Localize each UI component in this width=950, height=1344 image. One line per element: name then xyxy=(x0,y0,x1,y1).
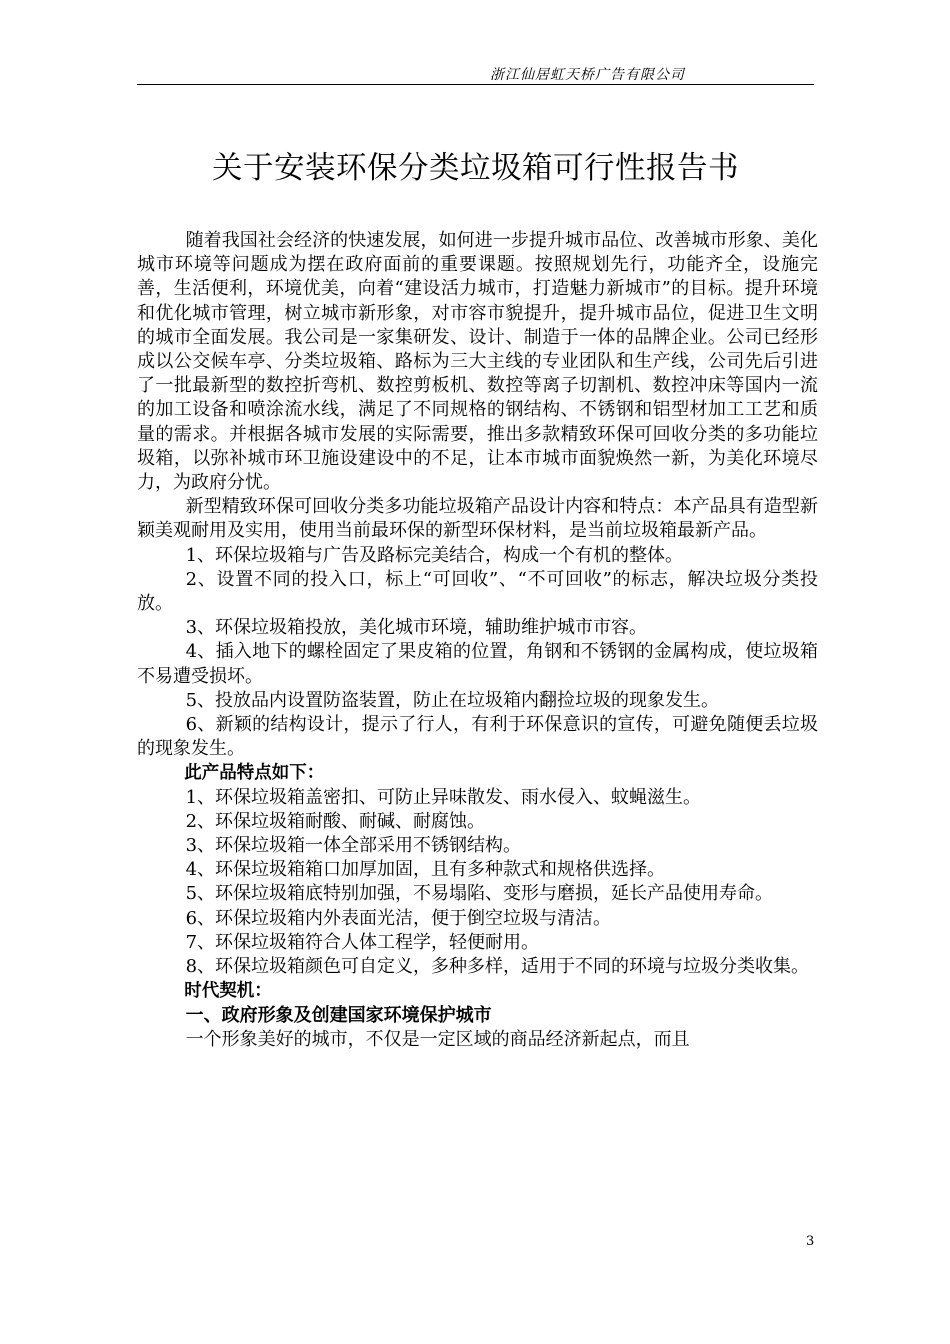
intro-paragraph: 随着我国社会经济的快速发展，如何进一步提升城市品位、改善城市形象、美化城市环境等问题成为摆在政府面前的重要课题。按照规划先行，功能齐全，设施完善，生活便利，环境优美，向着“建设活力城市，打造魅力新城市”的目标。提升环境和优化城市管理，树立城市新形象，对市容市貌提升，提升城市品位，促进卫生文明的城市全面发展。我公司是一家集研发、设计、制造于一体的品牌企业。公司已经形成以公交候车亭、分类垃圾箱、路标为三大主线的专业团队和生产线，公司先后引进了一批最新型的数控折弯机、数控剪板机、数控等离子切割机、数控冲床等国内一流的加工设备和喷涂流水线，满足了不同规格的钢结构、不锈钢和铝型材加工工艺和质量的需求。并根据各城市发展的实际需要，推出多款精致环保可回收分类的多功能垃圾箱，以弥补城市环卫施设建设中的不足，让本市城市面貌焕然一新，为美化环境尽力，为政府分忧。 xyxy=(137,230,818,494)
feature-item: 3、环保垃圾箱一体全部采用不锈钢结构。 xyxy=(185,835,522,857)
feature-item: 7、环保垃圾箱符合人体工程学，轻便耐用。 xyxy=(185,931,540,953)
feature-item: 8、环保垃圾箱颜色可自定义，多种多样，适用于不同的环境与垃圾分类收集。 xyxy=(185,956,810,978)
closing-paragraph: 一个形象美好的城市，不仅是一定区域的商品经济新起点，而且 xyxy=(185,1028,690,1050)
document-title: 关于安装环保分类垃圾箱可行性报告书 xyxy=(212,151,739,186)
design-item: 3、环保垃圾箱投放，美化城市环境，辅助维护城市市容。 xyxy=(185,617,648,639)
feature-item: 6、环保垃圾箱内外表面光洁，便于倒空垃圾与清洁。 xyxy=(185,907,612,929)
design-item: 4、插入地下的螺栓固定了果皮箱的位置，角钢和不锈钢的金属构成，使垃圾箱不易遭受损坏。 xyxy=(137,641,818,687)
document-body xyxy=(137,229,818,1052)
product-intro-paragraph: 新型精致环保可回收分类多功能垃圾箱产品设计内容和特点：本产品具有造型新颖美观耐用及实用，使用当前最环保的新型环保材料，是当前垃圾箱最新产品。 xyxy=(137,496,818,542)
subsection-heading: 一、政府形象及创建国家环境保护城市 xyxy=(185,1004,492,1026)
page-number: 3 xyxy=(806,1234,815,1249)
feature-item: 4、环保垃圾箱箱口加厚加固，且有多种款式和规格供选择。 xyxy=(185,859,666,881)
feature-item: 2、环保垃圾箱耐酸、耐碱、耐腐蚀。 xyxy=(185,810,486,832)
features-heading: 此产品特点如下： xyxy=(184,763,325,784)
design-item: 6、新颖的结构设计，提示了行人，有利于环保意识的宣传，可避免随便丢垃圾的现象发生。 xyxy=(137,714,818,760)
feature-item: 1、环保垃圾箱盖密扣、可防止异味散发、雨水侵入、蚊蝇滋生。 xyxy=(185,786,702,808)
section-heading: 时代契机： xyxy=(184,981,272,1002)
design-item: 1、环保垃圾箱与广告及路标完美结合，构成一个有机的整体。 xyxy=(185,544,684,566)
design-item: 2、设置不同的投入口，标上“可回收”、“不可回收”的标志，解决垃圾分类投放。 xyxy=(137,568,818,615)
header-rule xyxy=(137,84,814,85)
design-item: 5、投放品内设置防盗装置，防止在垃圾箱内翻捡垃圾的现象发生。 xyxy=(185,689,720,711)
header-company-name: 浙江仙居虹天桥广告有限公司 xyxy=(490,67,685,83)
feature-item: 5、环保垃圾箱底特别加强，不易塌陷、变形与磨损，延长产品使用寿命。 xyxy=(185,883,774,905)
